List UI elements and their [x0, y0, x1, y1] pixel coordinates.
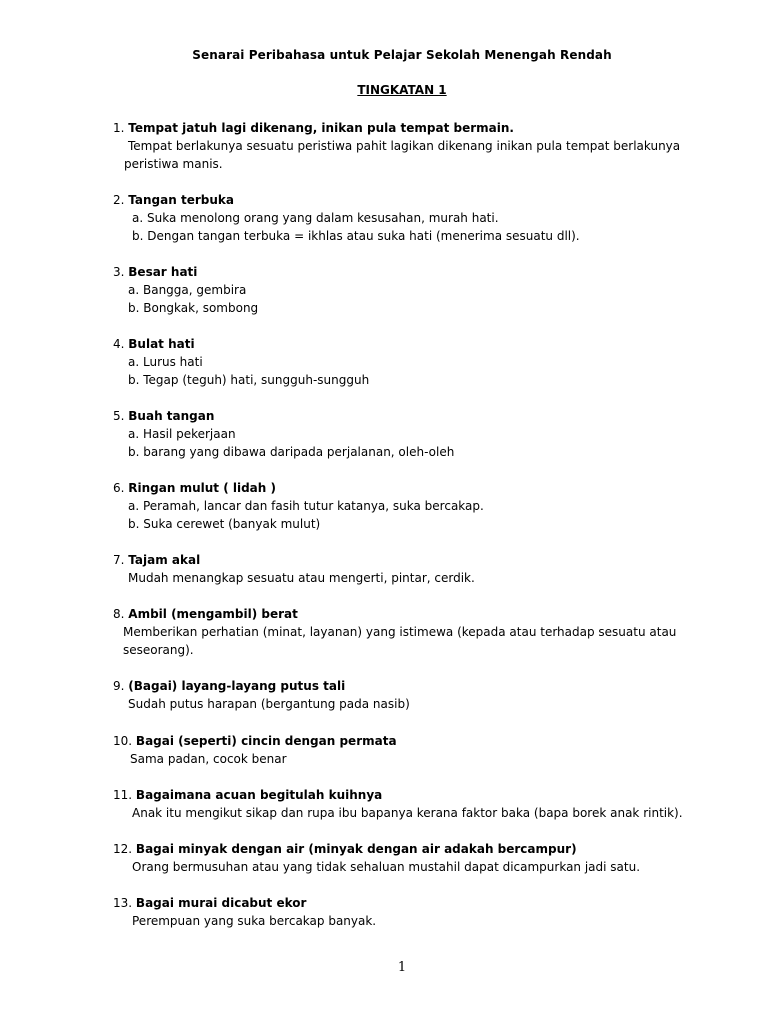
- proverb-entry-11: [113, 786, 683, 822]
- proverb-entry-4: [113, 335, 673, 389]
- meaning-line: Orang bermusuhan atau yang tidak sehaluan mustahil dapat dicampurkan jadi satu.: [132, 860, 641, 874]
- meaning-line: Sudah putus harapan (bergantung pada nasib): [128, 697, 410, 711]
- proverb-phrase: Bagai murai dicabut ekor: [135, 896, 307, 910]
- entry-heading: [113, 732, 673, 750]
- proverb-entry-1: [113, 119, 681, 173]
- proverb-phrase: Buah tangan: [128, 409, 215, 423]
- meaning-line: b. Suka cerewet (banyak mulut): [128, 517, 321, 531]
- proverb-phrase: Besar hati: [128, 265, 198, 279]
- entry-heading: [113, 191, 673, 209]
- proverb-phrase: Bagai (seperti) cincin dengan permata: [135, 734, 397, 748]
- entry-number: 12.: [113, 842, 133, 856]
- entry-number: 6.: [113, 481, 125, 495]
- entry-number: 1.: [113, 121, 125, 135]
- document-title: Senarai Peribahasa untuk Pelajar Sekolah Menengah Rendah: [192, 48, 612, 62]
- proverb-entry-9: [113, 677, 673, 713]
- meaning-line: a. Peramah, lancar dan fasih tutur katanya, suka bercakap.: [128, 499, 484, 513]
- entry-heading: [113, 840, 673, 858]
- meaning-line: b. barang yang dibawa daripada perjalanan, oleh-oleh: [128, 445, 455, 459]
- entry-heading: [113, 786, 673, 804]
- meaning-line: seseorang).: [123, 643, 194, 657]
- entry-number: 8.: [113, 607, 125, 621]
- entry-heading: [113, 479, 673, 497]
- meaning-line: a. Bangga, gembira: [128, 283, 247, 297]
- meaning-line: b. Dengan tangan terbuka = ikhlas atau suka hati (menerima sesuatu dll).: [132, 229, 580, 243]
- proverb-phrase: Tajam akal: [128, 553, 201, 567]
- entry-heading: [113, 335, 673, 353]
- proverb-entry-6: [113, 479, 673, 533]
- proverb-phrase: Ambil (mengambil) berat: [128, 607, 298, 621]
- proverb-entry-3: [113, 263, 673, 317]
- meaning-line: a. Lurus hati: [128, 355, 203, 369]
- proverb-entry-8: [113, 605, 677, 659]
- entry-heading: [113, 119, 673, 137]
- meaning-line: Sama padan, cocok benar: [130, 752, 287, 766]
- page-number: 1: [397, 960, 407, 975]
- entry-number: 13.: [113, 896, 133, 910]
- meaning-line: a. Hasil pekerjaan: [128, 427, 236, 441]
- entry-heading: [113, 551, 673, 569]
- meaning-line: b. Bongkak, sombong: [128, 301, 259, 315]
- meaning-line: Memberikan perhatian (minat, layanan) yang istimewa (kepada atau terhadap sesuatu atau: [123, 625, 677, 639]
- meaning-line: Mudah menangkap sesuatu atau mengerti, pintar, cerdik.: [128, 571, 475, 585]
- proverb-entry-10: [113, 732, 673, 768]
- entry-heading: [113, 677, 673, 695]
- entry-number: 7.: [113, 553, 125, 567]
- proverb-entry-7: [113, 551, 673, 587]
- proverb-phrase: Tangan terbuka: [128, 193, 234, 207]
- proverb-phrase: Bulat hati: [128, 337, 195, 351]
- entry-heading: [113, 605, 673, 623]
- proverb-phrase: (Bagai) layang-layang putus tali: [128, 679, 346, 693]
- entry-heading: [113, 407, 673, 425]
- meaning-line: Anak itu mengikut sikap dan rupa ibu bapanya kerana faktor baka (bapa borek anak rintik).: [132, 806, 683, 820]
- proverb-entry-13: [113, 894, 673, 930]
- proverb-entry-12: [113, 840, 673, 876]
- entry-number: 4.: [113, 337, 125, 351]
- proverb-entry-5: [113, 407, 673, 461]
- meaning-line: b. Tegap (teguh) hati, sungguh-sungguh: [128, 373, 370, 387]
- entry-heading: [113, 263, 673, 281]
- proverb-phrase: Bagaimana acuan begitulah kuihnya: [135, 788, 383, 802]
- meaning-line: a. Suka menolong orang yang dalam kesusahan, murah hati.: [132, 211, 499, 225]
- meaning-line: Tempat berlakunya sesuatu peristiwa pahit lagikan dikenang inikan pula tempat berlakunya: [128, 139, 681, 153]
- entry-number: 5.: [113, 409, 125, 423]
- proverb-phrase: Ringan mulut ( lidah ): [128, 481, 276, 495]
- entry-number: 10.: [113, 734, 133, 748]
- level-heading: TINGKATAN 1: [357, 83, 447, 97]
- proverb-entry-2: [113, 191, 673, 245]
- entry-number: 3.: [113, 265, 125, 279]
- entry-number: 9.: [113, 679, 125, 693]
- proverb-phrase: Tempat jatuh lagi dikenang, inikan pula tempat bermain.: [128, 121, 514, 135]
- proverb-phrase: Bagai minyak dengan air (minyak dengan air adakah bercampur): [135, 842, 577, 856]
- entry-number: 2.: [113, 193, 125, 207]
- meaning-line: peristiwa manis.: [124, 157, 223, 171]
- meaning-line: Perempuan yang suka bercakap banyak.: [132, 914, 377, 928]
- entry-number: 11.: [113, 788, 133, 802]
- entry-heading: [113, 894, 673, 912]
